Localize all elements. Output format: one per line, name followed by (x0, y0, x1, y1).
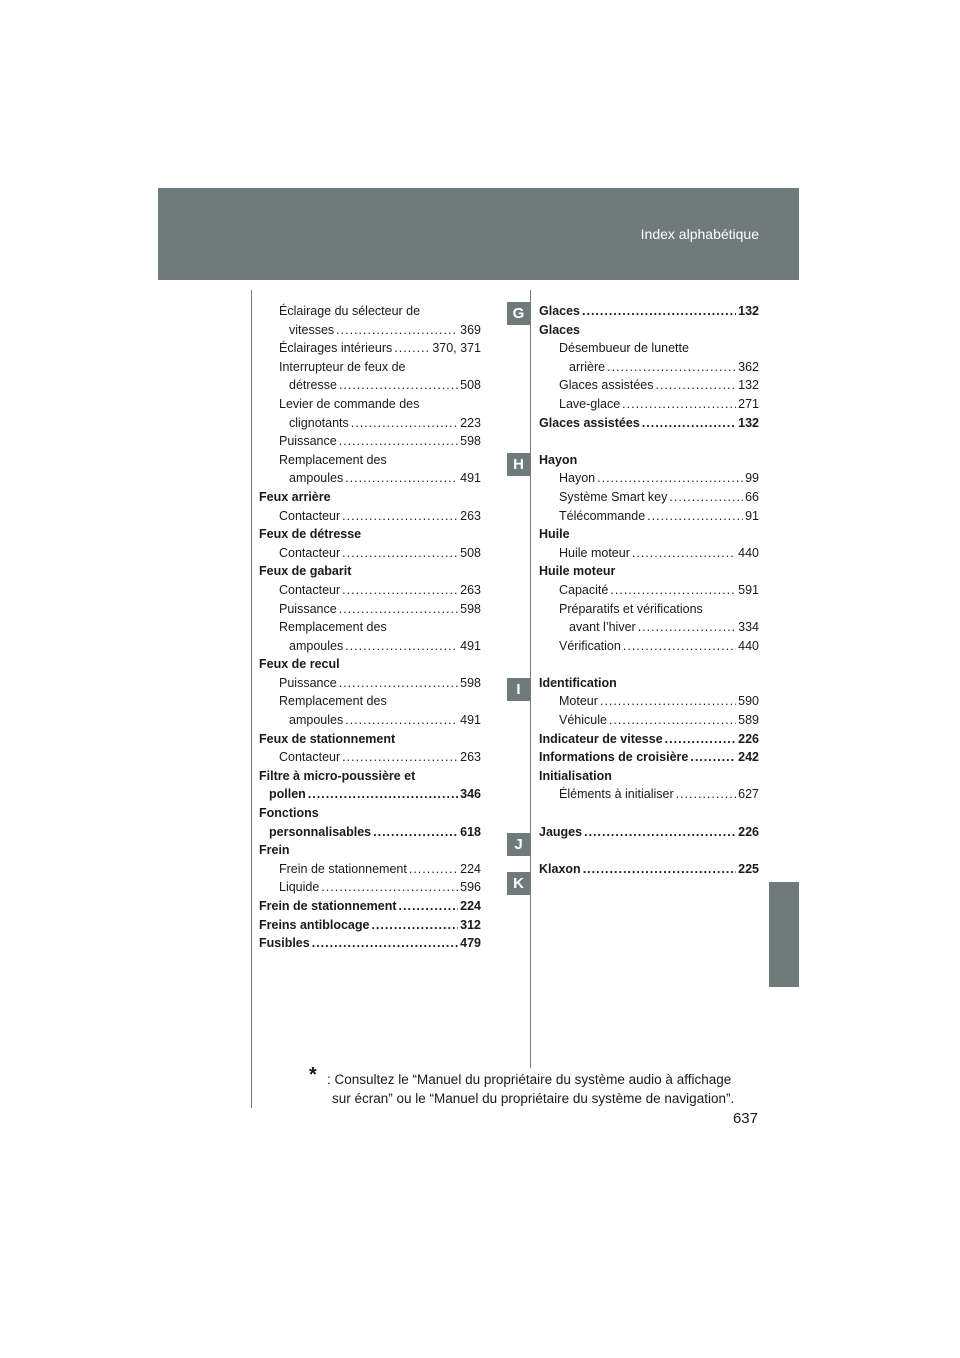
index-entry-label: Frein de stationnement (259, 899, 397, 913)
index-entry (259, 544, 481, 563)
index-entry-page: 508 (460, 378, 481, 393)
section-letter-j: J (507, 833, 530, 856)
index-entry-page: 334 (738, 620, 759, 635)
index-entry (259, 692, 481, 711)
dot-leader (609, 711, 736, 730)
dot-leader (351, 414, 458, 433)
dot-leader (339, 674, 458, 693)
index-entry (539, 376, 759, 395)
index-entry (539, 302, 759, 321)
index-entry (539, 785, 759, 804)
index-entry-page: 479 (460, 936, 481, 951)
index-entry-label: personnalisables (269, 824, 372, 839)
index-entry-page: 226 (738, 824, 759, 839)
dot-leader (308, 785, 458, 804)
index-entry-label: Feux de gabarit (259, 564, 352, 579)
index-entry-page: 263 (460, 582, 481, 597)
right-index-column (539, 302, 759, 878)
index-entry-label: Éclairage du sélecteur de (279, 304, 421, 318)
dot-leader (584, 823, 736, 842)
index-entry-label: Éléments à initialiser (559, 787, 674, 802)
index-entry (539, 339, 759, 358)
header-band (158, 188, 799, 280)
index-entry (539, 451, 759, 470)
index-entry (539, 395, 759, 414)
index-entry-page: 225 (738, 861, 759, 876)
index-entry-label: Puissance (279, 675, 337, 690)
dot-leader (345, 469, 458, 488)
index-entry (259, 414, 481, 433)
index-entry (539, 562, 759, 581)
index-entry-page: 362 (738, 359, 759, 374)
asterisk-marker: * (309, 1064, 317, 1086)
index-entry (259, 432, 481, 451)
dot-leader (655, 376, 736, 395)
index-entry-label: Hayon (559, 471, 596, 486)
index-entry-page: 370, 371 (432, 341, 481, 356)
index-entry-label: Contacteur (279, 545, 341, 560)
index-entry-label: Feux arrière (259, 489, 331, 504)
index-entry-label: avant l’hiver (569, 620, 636, 635)
index-entry-page: 263 (460, 750, 481, 765)
dot-leader (665, 730, 736, 749)
index-entry-page: 312 (460, 917, 481, 932)
left-rule (251, 290, 252, 1108)
dot-leader (583, 860, 736, 879)
index-entry (259, 711, 481, 730)
index-entry (539, 507, 759, 526)
index-entry-label: Initialisation (539, 768, 612, 783)
index-entry-page: 226 (738, 731, 759, 746)
center-rule (530, 290, 531, 1068)
index-entry-page: 271 (738, 396, 759, 411)
index-entry (259, 507, 481, 526)
index-entry (259, 637, 481, 656)
index-entry-page: 242 (738, 750, 759, 765)
index-entry-page: 99 (745, 471, 759, 486)
index-entry (259, 581, 481, 600)
index-entry (259, 321, 481, 340)
index-entry-page: 224 (460, 899, 481, 913)
index-entry-label: Huile moteur (539, 564, 616, 579)
index-entry-label: vitesses (289, 322, 335, 337)
dot-leader (642, 414, 736, 433)
dot-leader (597, 469, 743, 488)
index-entry-page: 491 (460, 638, 481, 653)
index-entry-label: Glaces (539, 304, 581, 318)
index-entry (259, 878, 481, 897)
index-entry (259, 525, 481, 544)
index-entry (259, 730, 481, 749)
section-letter-i: I (507, 678, 530, 701)
index-entry-page: 618 (460, 824, 481, 839)
index-entry-page: 132 (738, 304, 759, 318)
index-entry-label: Fonctions (259, 806, 319, 821)
index-entry (539, 544, 759, 563)
index-entry (539, 637, 759, 656)
index-entry-page: 598 (460, 434, 481, 449)
index-entry (259, 358, 481, 377)
index-entry (259, 600, 481, 619)
dot-leader (623, 637, 736, 656)
index-entry-label: Puissance (279, 434, 337, 449)
index-entry (259, 339, 481, 358)
header-title: Index alphabétique (640, 226, 759, 242)
index-entry (259, 860, 481, 879)
index-entry (259, 897, 481, 916)
index-entry-label: Désembueur de lunette (559, 341, 689, 356)
index-entry-label: Puissance (279, 601, 337, 616)
index-entry (259, 451, 481, 470)
index-entry-label: clignotants (289, 415, 349, 430)
dot-leader (638, 618, 736, 637)
index-entry-label: Système Smart key (559, 489, 668, 504)
section-letter-h: H (507, 453, 530, 476)
index-entry (539, 414, 759, 433)
footnote-line-2: sur écran” ou le “Manuel du propriétaire du système de navigation”. (332, 1091, 735, 1106)
dot-leader (622, 395, 736, 414)
section-gap (539, 841, 759, 860)
index-entry-label: Vérification (559, 638, 621, 653)
index-entry-label: Huile (539, 527, 570, 542)
index-entry (259, 488, 481, 507)
index-entry (259, 841, 481, 860)
index-entry-page: 598 (460, 601, 481, 616)
index-entry (539, 525, 759, 544)
index-entry-label: Liquide (279, 880, 320, 895)
index-entry (259, 804, 481, 823)
index-entry-page: 491 (460, 471, 481, 486)
dot-leader (399, 897, 459, 916)
dot-leader (339, 432, 458, 451)
index-entry-label: Indicateur de vitesse (539, 731, 663, 746)
index-entry-label: Frein de stationnement (279, 861, 407, 876)
dot-leader (394, 339, 430, 358)
index-entry (539, 711, 759, 730)
index-entry-page: 346 (460, 787, 481, 802)
index-entry (539, 692, 759, 711)
dot-leader (342, 748, 458, 767)
dot-leader (339, 600, 458, 619)
section-gap (539, 655, 759, 674)
index-entry-label: Moteur (559, 694, 598, 709)
index-entry (259, 376, 481, 395)
index-entry (259, 618, 481, 637)
index-entry-label: Lave-glace (559, 396, 621, 411)
index-entry (259, 302, 481, 321)
footnote (309, 1064, 769, 1108)
index-entry (539, 730, 759, 749)
index-entry-label: Hayon (539, 452, 578, 467)
index-entry-page: 263 (460, 508, 481, 523)
index-entry-label: Jauges (539, 824, 583, 839)
left-index-column (259, 302, 481, 953)
index-entry-label: Véhicule (559, 713, 607, 728)
index-entry-label: Levier de commande des (279, 396, 420, 411)
dot-leader (582, 302, 736, 321)
footnote-line-1: : Consultez le “Manuel du propriétaire du système audio à affichage (327, 1072, 732, 1087)
index-entry-page: 508 (460, 545, 481, 560)
index-entry-page: 491 (460, 713, 481, 728)
index-entry (539, 488, 759, 507)
index-entry-label: Remplacement des (279, 694, 387, 709)
index-entry-page: 598 (460, 675, 481, 690)
section-letter-g: G (507, 302, 530, 325)
dot-leader (676, 785, 737, 804)
index-entry-label: Remplacement des (279, 620, 387, 635)
index-entry (259, 395, 481, 414)
index-entry-label: Fusibles (259, 936, 310, 951)
dot-leader (607, 358, 736, 377)
index-entry-label: Glaces assistées (559, 378, 654, 393)
dot-leader (336, 321, 458, 340)
dot-leader (610, 581, 736, 600)
index-entry-label: Identification (539, 675, 617, 690)
dot-leader (345, 711, 458, 730)
index-entry (259, 655, 481, 674)
dot-leader (409, 860, 458, 879)
index-entry-label: Freins antiblocage (259, 917, 370, 932)
index-entry-page: 590 (738, 694, 759, 709)
dot-leader (342, 581, 458, 600)
index-entry (539, 674, 759, 693)
index-entry-label: Feux de stationnement (259, 731, 396, 746)
index-entry-label: Contacteur (279, 508, 341, 523)
index-entry-label: Remplacement des (279, 452, 387, 467)
index-entry-label: Frein (259, 843, 290, 858)
dot-leader (669, 488, 743, 507)
index-entry-label: ampoules (289, 713, 344, 728)
index-entry (259, 823, 481, 842)
dot-leader (345, 637, 458, 656)
section-gap (539, 432, 759, 451)
index-entry (259, 674, 481, 693)
index-entry (539, 860, 759, 879)
index-entry-page: 440 (738, 638, 759, 653)
index-entry-label: Feux de détresse (259, 527, 362, 542)
index-entry-label: Huile moteur (559, 545, 630, 560)
index-entry (539, 321, 759, 340)
index-entry-label: pollen (269, 787, 306, 802)
index-entry-label: Filtre à micro-poussière et (259, 768, 416, 783)
dot-leader (339, 376, 458, 395)
section-letter-k: K (507, 872, 530, 895)
index-entry-label: Capacité (559, 582, 609, 597)
index-entry-page: 132 (738, 415, 759, 430)
index-entry-label: détresse (289, 378, 337, 393)
index-entry-label: Klaxon (539, 861, 581, 876)
index-entry (539, 767, 759, 786)
index-entry (259, 916, 481, 935)
index-entry-page: 91 (745, 508, 759, 523)
dot-leader (373, 823, 458, 842)
index-entry-page: 596 (460, 880, 481, 895)
index-entry-label: Interrupteur de feux de (279, 359, 406, 374)
dot-leader (632, 544, 736, 563)
index-entry-page: 440 (738, 545, 759, 560)
index-entry-page: 66 (745, 489, 759, 504)
index-entry (539, 469, 759, 488)
side-tab (769, 882, 799, 987)
index-entry-label: Contacteur (279, 582, 341, 597)
index-entry-label: Préparatifs et vérifications (559, 601, 703, 616)
index-entry (259, 562, 481, 581)
index-entry (539, 823, 759, 842)
dot-leader (312, 934, 458, 953)
index-entry (259, 785, 481, 804)
index-entry-label: Télécommande (559, 508, 646, 523)
index-entry-label: ampoules (289, 638, 344, 653)
dot-leader (690, 748, 736, 767)
index-entry-page: 224 (460, 861, 481, 876)
index-entry (539, 748, 759, 767)
index-entry (259, 934, 481, 953)
page-number: 637 (732, 1110, 758, 1127)
index-entry-page: 223 (460, 415, 481, 430)
index-entry-label: Contacteur (279, 750, 341, 765)
index-entry-page: 591 (738, 582, 759, 597)
index-entry-label: Informations de croisière (539, 750, 689, 765)
dot-leader (647, 507, 743, 526)
index-entry-label: Éclairages intérieurs (279, 341, 393, 356)
index-entry-page: 369 (460, 322, 481, 337)
section-gap (539, 804, 759, 823)
index-entry (539, 358, 759, 377)
index-entry (539, 618, 759, 637)
index-entry-label: ampoules (289, 471, 344, 486)
index-entry (259, 469, 481, 488)
index-entry-label: arrière (569, 359, 606, 374)
index-entry-page: 132 (738, 378, 759, 393)
dot-leader (371, 916, 458, 935)
index-entry-label: Feux de recul (259, 657, 340, 672)
index-entry (539, 581, 759, 600)
index-entry (259, 748, 481, 767)
dot-leader (342, 507, 458, 526)
index-entry-label: Glaces assistées (539, 415, 640, 430)
index-entry-label: Glaces (539, 322, 581, 337)
dot-leader (342, 544, 458, 563)
index-entry (259, 767, 481, 786)
dot-leader (600, 692, 736, 711)
index-entry-page: 589 (738, 713, 759, 728)
index-entry-page: 627 (738, 787, 759, 802)
dot-leader (321, 878, 458, 897)
index-entry (539, 600, 759, 619)
